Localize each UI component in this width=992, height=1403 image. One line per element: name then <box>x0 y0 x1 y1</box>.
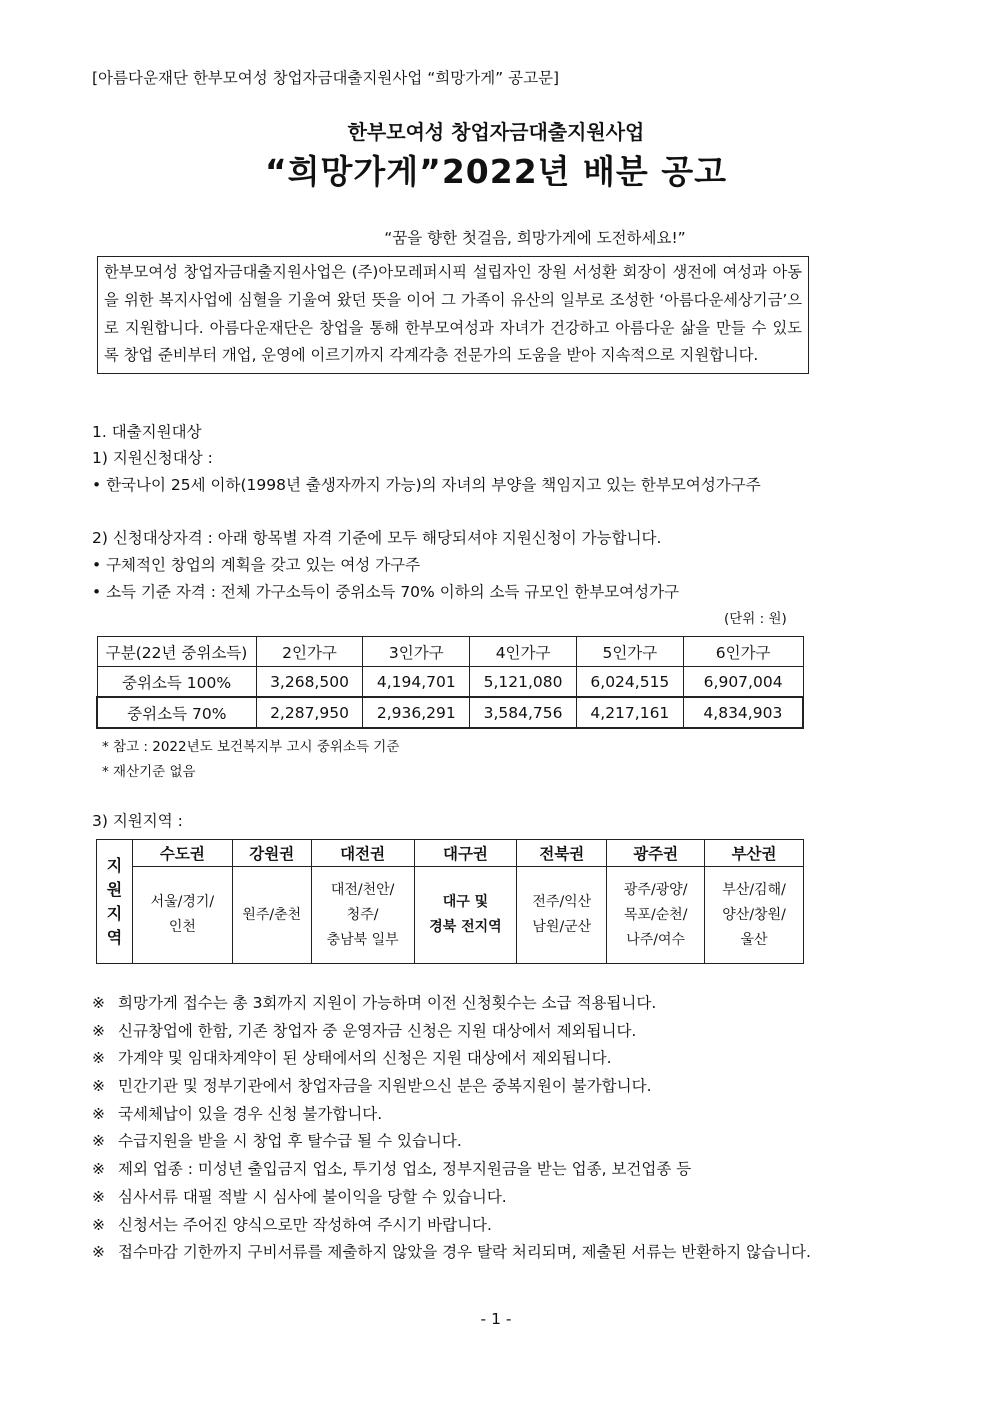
region-header: 대구권 <box>414 840 517 867</box>
note-item: ※ 수급지원을 받을 시 창업 후 탈수급 될 수 있습니다. <box>92 1132 462 1151</box>
region-cell-jeonbuk: 전주/익산 남원/군산 <box>517 867 607 964</box>
region-header: 광주권 <box>607 840 705 867</box>
income-header-cell: 4인가구 <box>470 637 577 667</box>
section1-heading: 1. 대출지원대상 <box>92 423 202 441</box>
notes-list <box>92 990 902 1267</box>
region-cell-gangwon: 원주/춘천 <box>232 867 311 964</box>
note-item: ※ 신청서는 주어진 양식으로만 작성하여 주시기 바랍니다. <box>92 1215 492 1234</box>
region-cell-busan: 부산/김해/ 양산/창원/ 울산 <box>705 867 804 964</box>
region-side-label: 지 원 지 역 <box>97 840 133 964</box>
region-cell-daegu: 대구 및 경북 전지역 <box>414 867 517 964</box>
income-cell: 4,834,903 <box>683 697 803 728</box>
region-header: 수도권 <box>132 840 232 867</box>
region-header: 전북권 <box>517 840 607 867</box>
note-item: ※ 제외 업종 : 미성년 출입금지 업소, 투기성 업소, 정부지원금을 받는 업종, 보건업종 등 <box>92 1160 692 1179</box>
section1-sub2-item2: • 소득 기준 자격 : 전체 가구소득이 중위소득 70% 이하의 소득 규모인 한부모여성가구 <box>92 583 680 601</box>
income-row-70 <box>97 697 803 728</box>
income-cell: 중위소득 100% <box>97 667 256 698</box>
income-cell: 중위소득 70% <box>97 697 256 728</box>
income-cell: 6,024,515 <box>576 667 683 698</box>
income-header-cell: 구분(22년 중위소득) <box>97 637 256 667</box>
income-cell: 5,121,080 <box>470 667 577 698</box>
income-cell: 3,584,756 <box>470 697 577 728</box>
table-note: * 재산기준 없음 <box>102 764 196 780</box>
income-row-100 <box>97 667 803 698</box>
section3-heading: 3) 지원지역 : <box>92 812 183 830</box>
note-item: ※ 민간기관 및 정부기관에서 창업자금을 지원받으신 분은 중복지원이 불가합니다. <box>92 1077 652 1096</box>
region-cell-gwangju: 광주/광양/ 목포/순천/ 나주/여수 <box>607 867 705 964</box>
note-item: ※ 접수마감 기한까지 구비서류를 제출하지 않았을 경우 탈락 처리되며, 제출된 서류는 반환하지 않습니다. <box>92 1243 811 1262</box>
note-item: ※ 신규창업에 한함, 기존 창업자 중 운영자금 신청은 지원 대상에서 제외됩니다. <box>92 1021 637 1040</box>
note-item: ※ 희망가게 접수는 총 3회까지 지원이 가능하며 이전 신청횟수는 소급 적용됩니다. <box>92 994 657 1012</box>
document-header: [아름다운재단 한부모여성 창업자금대출지원사업 “희망가게” 공고문] <box>92 69 560 87</box>
note-item: ※ 국세체납이 있을 경우 신청 불가합니다. <box>92 1104 383 1123</box>
income-table <box>96 636 804 729</box>
income-cell: 2,287,950 <box>256 697 363 728</box>
section1-sub1-item: • 한국나이 25세 이하(1998년 출생자까지 가능)의 자녀의 부양을 책임지고 있는 한부모여성가구주 <box>92 476 761 494</box>
table-note: * 참고 : 2022년도 보건복지부 고시 중위소득 기준 <box>102 739 400 755</box>
intro-box: 한부모여성 창업자금대출지원사업은 (주)아모레퍼시픽 설립자인 장원 서성환 회장이 생전에 여성과 아동을 위한 복지사업에 심혈을 기울여 왔던 뜻을 이어 그 가족이 유산의 일부로 조성한 ‘아름다운세상기금’으로 지원합니다. 아름다운재단은 창업을 통해 한부모여성과 자녀가 건강하고 아름다운 삶을 만들 수 있도록 창업 준비부터 개업, 운영에 이르기까지 각계각층 전문가의 도움을 받아 지속적으로 지원합니다. <box>97 256 809 374</box>
income-header-row <box>97 637 803 667</box>
income-header-cell: 6인가구 <box>683 637 803 667</box>
section1-sub1: 1) 지원신청대상 : <box>92 449 213 467</box>
title-line-1: 한부모여성 창업자금대출지원사업 <box>347 120 645 144</box>
note-item: ※ 가계약 및 임대차계약이 된 상태에서의 신청은 지원 대상에서 제외됩니다. <box>92 1049 612 1068</box>
income-header-cell: 3인가구 <box>363 637 470 667</box>
income-cell: 2,936,291 <box>363 697 470 728</box>
region-table <box>96 839 804 964</box>
region-header: 강원권 <box>232 840 311 867</box>
section1-sub2: 2) 신청대상자격 : 아래 항목별 자격 기준에 모두 해당되셔야 지원신청이 가능합니다. <box>92 529 662 547</box>
region-header: 대전권 <box>311 840 414 867</box>
title-line-2: “희망가게”2022년 배분 공고 <box>264 152 728 191</box>
section1-sub2-item1: • 구체적인 창업의 계획을 갖고 있는 여성 가구주 <box>92 556 421 574</box>
income-cell: 4,194,701 <box>363 667 470 698</box>
region-cell-sudo: 서울/경기/ 인천 <box>132 867 232 964</box>
slogan: “꿈을 향한 첫걸음, 희망가게에 도전하세요!” <box>384 229 686 247</box>
income-cell: 3,268,500 <box>256 667 363 698</box>
region-cell-daejeon: 대전/천안/ 청주/ 충남북 일부 <box>311 867 414 964</box>
region-header: 부산권 <box>705 840 804 867</box>
income-header-cell: 2인가구 <box>256 637 363 667</box>
income-header-cell: 5인가구 <box>576 637 683 667</box>
page-number: - 1 - <box>480 1310 512 1328</box>
income-cell: 4,217,161 <box>576 697 683 728</box>
income-cell: 6,907,004 <box>683 667 803 698</box>
note-item: ※ 심사서류 대필 적발 시 심사에 불이익을 당할 수 있습니다. <box>92 1187 507 1206</box>
unit-label: (단위 : 원) <box>724 611 787 627</box>
